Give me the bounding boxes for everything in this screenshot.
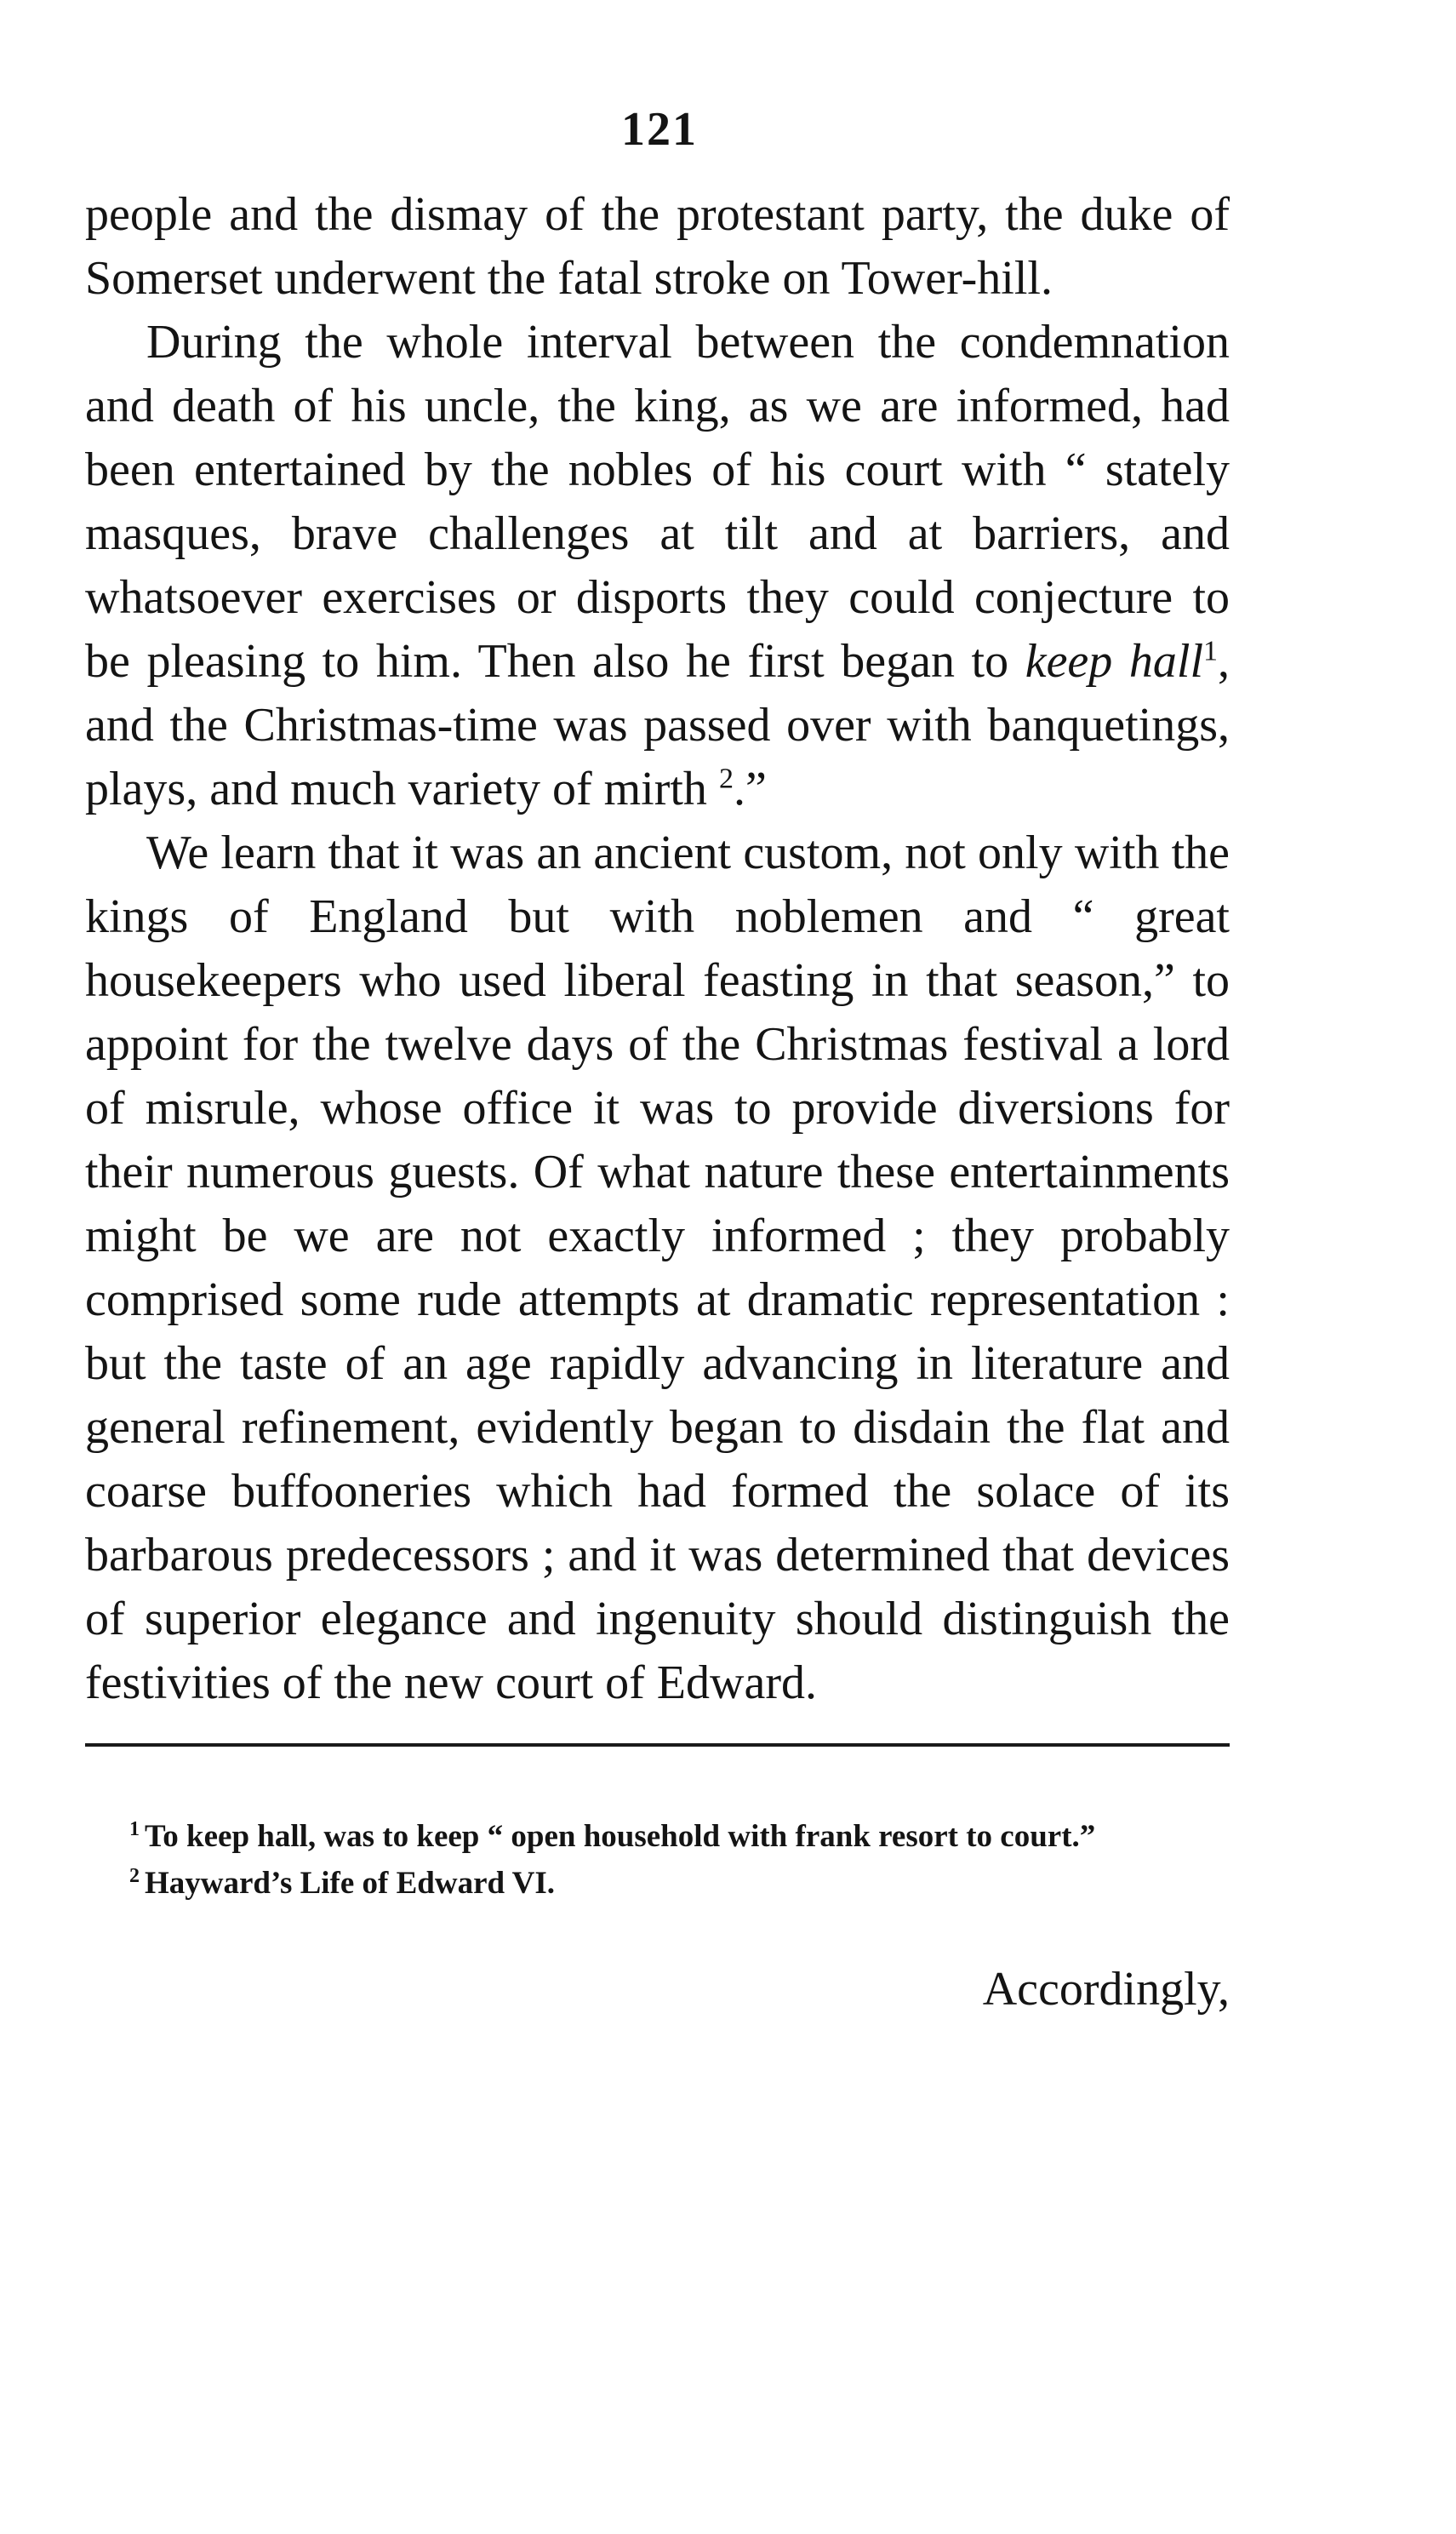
paragraph-1: people and the dismay of the protestant party, the duke of Somerset underwent the fatal stroke on Tower-hill. [85, 188, 1230, 305]
paragraph-2-text-c: .” [733, 763, 767, 815]
paragraph-2-text-b: , and the Christmas-time was passed over with banquetings, plays, and much variety of mirth [85, 635, 1230, 815]
footnote-1-text: To keep hall, was to keep “ open household with frank resort to court.” [145, 1819, 1096, 1854]
footnote-2-text: Hayward’s Life of Edward VI. [145, 1866, 556, 1901]
footnote-2-mark: 2 [129, 1864, 140, 1887]
keep-hall-emphasis: keep hall [1025, 635, 1203, 688]
paragraph-2-text-a: During the whole interval between the condemnation and death of his uncle, the king, as we are informed, had been entertained by the nobles of his court with “ stately masques, brave challenges at tilt and at barriers, and whatsoever exercises or disports they could conjecture to be pleasing to him. Then also he first began to [85, 316, 1230, 688]
page-number: 121 [621, 103, 698, 156]
footnotes [85, 1813, 1230, 1907]
body-text [85, 183, 1230, 1715]
footnote-1 [85, 1813, 1230, 1860]
footnote-ref-1: 1 [1203, 635, 1218, 667]
paragraph-2 [85, 311, 1230, 821]
footnote-2 [85, 1860, 1230, 1907]
footnote-1-mark: 1 [129, 1817, 140, 1840]
catchword: Accordingly, [982, 1963, 1230, 2016]
footnote-divider [85, 1743, 1230, 1747]
paragraph-3: We learn that it was an ancient custom, not only with the kings of England but with noblemen and “ great housekeepers who used liberal feasting in that season,” to appoint for the twelve days of the Christmas festival a lord of misrule, whose office it was to provide diversions for their numerous guests. Of what nature these entertainments might be we are not exactly informed ; they probably comprised some rude attempts at dramatic representation : but the taste of an age rapidly advancing in literature and general refinement, evidently began to disdain the flat and coarse buffooneries which had formed the solace of its barbarous predecessors ; and it was determined that devices of superior elegance and ingenuity should distinguish the festivities of the new court of Edward. [85, 827, 1230, 1709]
footnote-ref-2: 2 [718, 763, 734, 795]
